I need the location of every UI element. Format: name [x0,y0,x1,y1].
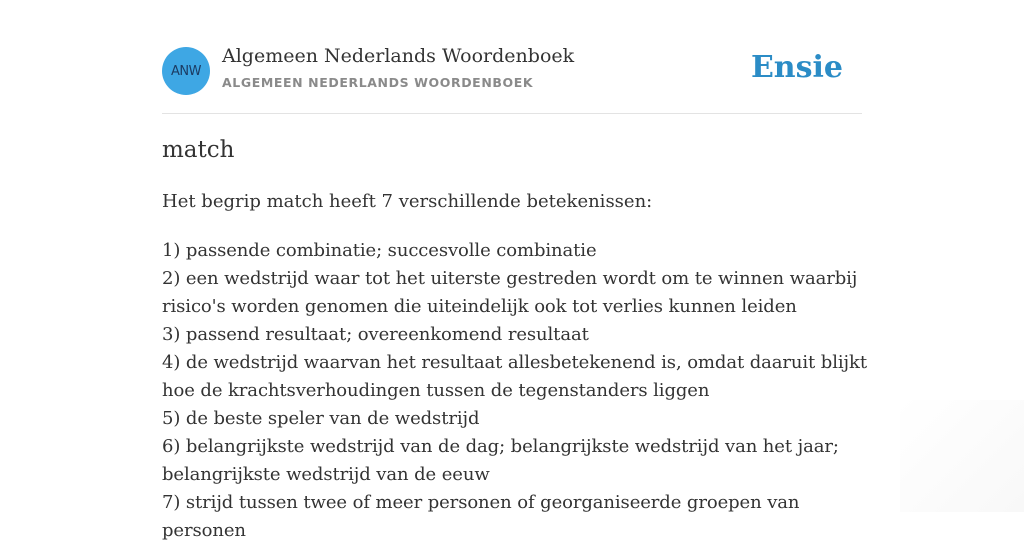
intro-text: Het begrip match heeft 7 verschillende betekenissen: [162,191,653,212]
source-subtitle: ALGEMEEN NEDERLANDS WOORDENBOEK [222,75,534,90]
definition-item: 1) passende combinatie; succesvolle combinatie [162,240,597,261]
definition-item: 7) strijd tussen twee of meer personen of georganiseerde groepen van personen [162,492,800,541]
definition-item: 4) de wedstrijd waarvan het resultaat allesbetekenend is, omdat daaruit blijkt hoe de krachtsverhoudingen tussen de tegenstanders liggen [162,352,867,401]
content [162,0,867,541]
source-name[interactable]: Algemeen Nederlands Woordenboek [222,45,575,67]
page-title: match [162,137,235,163]
definition-item: 3) passend resultaat; overeenkomend resultaat [162,324,589,345]
logo-text: ANW [171,63,201,79]
definition-item: 6) belangrijkste wedstrijd van de dag; belangrijkste wedstrijd van het jaar; belangrijkste wedstrijd van de eeuw [162,436,839,485]
header [162,0,862,114]
ensie-logo[interactable]: Ensie [750,50,843,85]
definition-item: 2) een wedstrijd waar tot het uiterste gestreden wordt om te winnen waarbij risico's worden genomen die uiteindelijk ook tot verlies kunnen leiden [162,268,858,317]
definition-item: 5) de beste speler van de wedstrijd [162,408,480,429]
corner-fade [900,400,1024,512]
anw-logo[interactable] [162,47,210,95]
definition-list [162,237,867,545]
